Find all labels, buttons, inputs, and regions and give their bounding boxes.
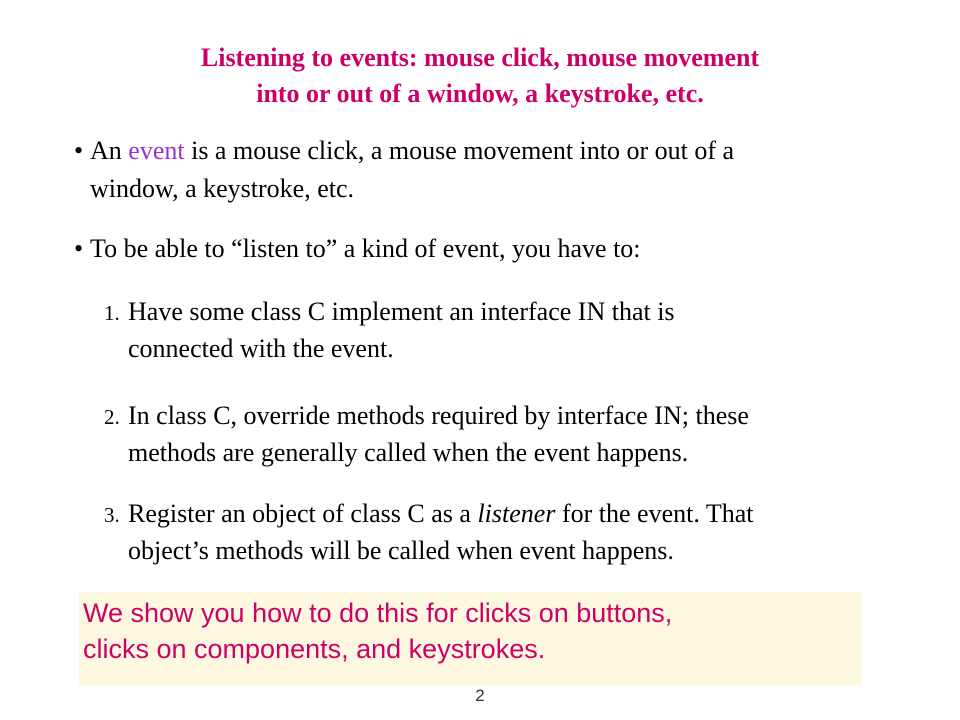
bullet-continuation: window, a keystroke, etc. [90, 174, 355, 203]
step-1: 1. Have some class C implement an interface IN that is connected with the event. [104, 297, 675, 363]
step-number: 2. [104, 405, 120, 429]
title-line-1: Listening to events: mouse click, mouse movement [200, 43, 760, 72]
page-number: 2 [475, 686, 485, 705]
note-box [79, 592, 861, 685]
step-3: 3. Register an object of class C as a listener for the event. That object’s methods will be called when event happens. [104, 499, 754, 565]
slide-title [0, 40, 960, 112]
step-2: 2. In class C, override methods required by interface IN; these methods are generally called when the event happens. [104, 401, 749, 467]
note-line-1: We show you how to do this for clicks on buttons, [83, 598, 673, 628]
note-line-2: clicks on components, and keystrokes. [83, 634, 546, 664]
bullet-symbol: • [74, 234, 84, 263]
event-term: event [128, 136, 185, 165]
bullet-listen-intro: • To be able to “listen to” a kind of event, you have to: [74, 230, 914, 268]
title-line-2: into or out of a window, a keystroke, etc. [256, 79, 704, 108]
step-number: 3. [104, 503, 120, 527]
listener-term: listener [477, 499, 556, 528]
bullet-event-definition: • An event is a mouse click, a mouse movement into or out of a window, a keystroke, etc. [74, 132, 914, 208]
bullet-symbol: • [74, 136, 84, 165]
step-number: 1. [104, 301, 120, 325]
